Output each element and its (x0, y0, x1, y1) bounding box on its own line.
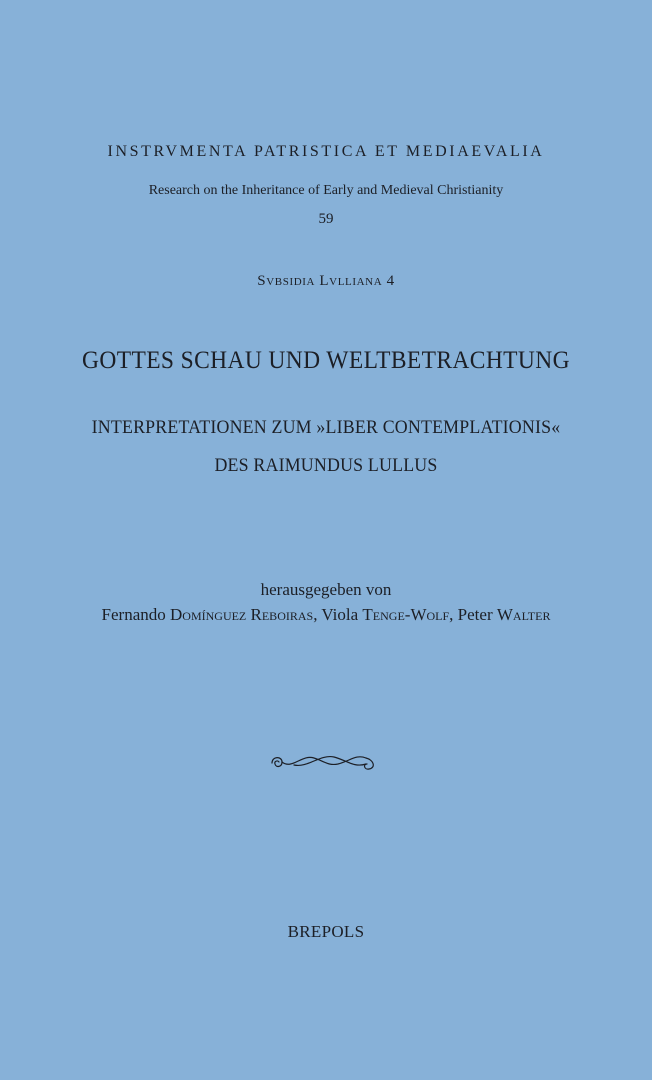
editor-separator: , (313, 605, 318, 624)
editor-2-last-name: Tenge-Wolf (362, 605, 450, 624)
series-title: INSTRVMENTA PATRISTICA ET MEDIAEVALIA (107, 143, 545, 160)
book-title: GOTTES SCHAU UND WELTBETRACHTUNG (82, 347, 570, 374)
editor-3-last-name: Walter (496, 605, 551, 624)
editor-1-first-name: Fernando (101, 605, 166, 624)
volume-number: 59 (318, 211, 334, 227)
publisher-name: BREPOLS (287, 922, 365, 941)
subseries-label: Svbsidia Lvlliana 4 (257, 273, 395, 289)
editor-2-first-name: Viola (321, 605, 359, 624)
book-subtitle-line-1: INTERPRETATIONEN ZUM »LIBER CONTEMPLATIONIS« (91, 417, 561, 438)
edited-by-label: herausgegeben von (260, 580, 392, 599)
editor-separator: , (449, 605, 454, 624)
flourish-ornament-icon (268, 748, 380, 774)
editors-list (0, 605, 652, 625)
series-subtitle: Research on the Inheritance of Early and Medieval Christianity (148, 183, 504, 198)
book-subtitle-line-2: DES RAIMUNDUS LULLUS (214, 455, 438, 476)
editor-1-last-name: Domínguez Reboiras (170, 605, 314, 624)
editor-3-first-name: Peter (457, 605, 493, 624)
